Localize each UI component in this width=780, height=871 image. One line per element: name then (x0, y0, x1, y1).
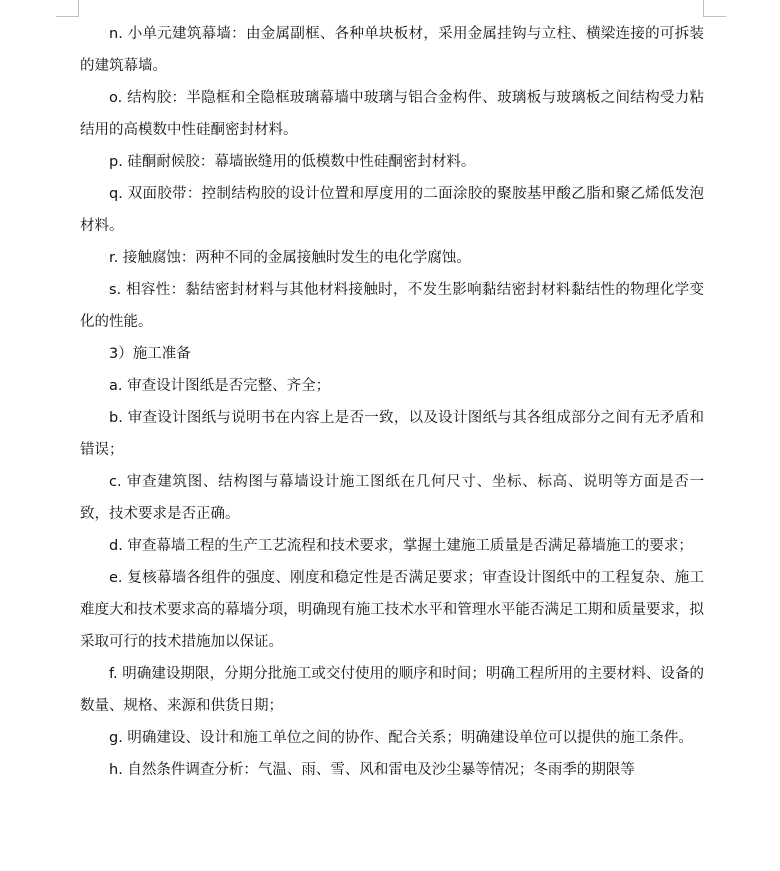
paragraph-a: a. 审查设计图纸是否完整、齐全； (109, 378, 331, 394)
paragraph-o: o. 结构胶：半隐框和全隐框玻璃幕墙中玻璃与铝合金构件、玻璃板与玻璃板之间结构受力粘结用的高模数中性硅酮密封材料。 (80, 90, 704, 138)
paragraph-s: s. 相容性：黏结密封材料与其他材料接触时，不发生影响黏结密封材料黏结性的物理化学变化的性能。 (80, 282, 704, 330)
paragraph-d: d. 审查幕墙工程的生产工艺流程和技术要求，掌握土建施工质量是否满足幕墙施工的要求； (109, 538, 693, 554)
paragraph-c: c. 审查建筑图、结构图与幕墙设计施工图纸在几何尺寸、坐标、标高、说明等方面是否一致，技术要求是否正确。 (80, 474, 704, 522)
section-heading: 3）施工准备 (109, 346, 191, 362)
page-corner-mark-left (56, 0, 79, 17)
page-corner-mark-right (703, 0, 726, 17)
paragraph-f: f. 明确建设期限，分期分批施工或交付使用的顺序和时间；明确工程所用的主要材料、设备的数量、规格、来源和供货日期； (80, 666, 704, 714)
paragraph-p: p. 硅酮耐候胶：幕墙嵌缝用的低模数中性硅酮密封材料。 (109, 154, 476, 170)
paragraph-b: b. 审查设计图纸与说明书在内容上是否一致，以及设计图纸与其各组成部分之间有无矛盾和错误； (80, 410, 704, 458)
document-body (80, 18, 704, 786)
paragraph-r: r. 接触腐蚀：两种不同的金属接触时发生的电化学腐蚀。 (109, 250, 471, 266)
paragraph-g: g. 明确建设、设计和施工单位之间的协作、配合关系；明确建设单位可以提供的施工条件。 (109, 730, 693, 746)
paragraph-h: h. 自然条件调查分析：气温、雨、雪、风和雷电及沙尘暴等情况；冬雨季的期限等 (109, 762, 635, 778)
paragraph-q: q. 双面胶带：控制结构胶的设计位置和厚度用的二面涂胶的聚胺基甲酸乙脂和聚乙烯低发泡材料。 (80, 186, 704, 234)
paragraph-n: n. 小单元建筑幕墙：由金属副框、各种单块板材，采用金属挂钩与立柱、横梁连接的可拆装的建筑幕墙。 (80, 26, 704, 74)
paragraph-e: e. 复核幕墙各组件的强度、刚度和稳定性是否满足要求；审查设计图纸中的工程复杂、施工难度大和技术要求高的幕墙分项，明确现有施工技术水平和管理水平能否满足工期和质量要求，拟采取可行的技术措施加以保证。 (80, 570, 704, 650)
